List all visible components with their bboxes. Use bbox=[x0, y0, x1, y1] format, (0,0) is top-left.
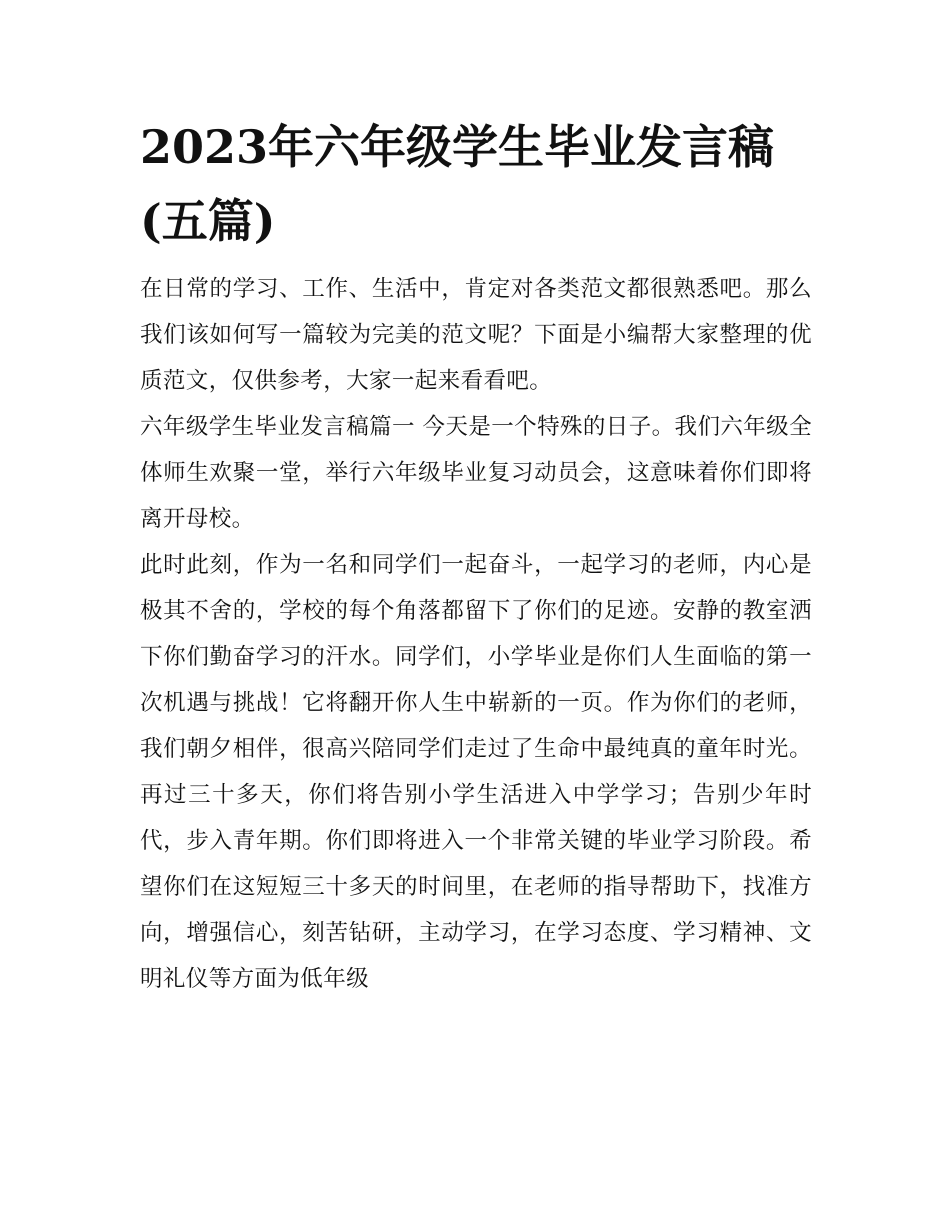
paragraph-speech-one-body: 此时此刻，作为一名和同学们一起奋斗，一起学习的老师，内心是极其不舍的，学校的每个角落都留下了你们的足迹。安静的教室洒下你们勤奋学习的汗水。同学们，小学毕业是你们人生面临的第一次机遇与挑战！它将翻开你人生中崭新的一页。作为你们的老师，我们朝夕相伴，很高兴陪同学们走过了生命中最纯真的童年时光。再过三十多天，你们将告别小学生活进入中学学习；告别少年时代，步入青年期。你们即将进入一个非常关键的毕业学习阶段。希望你们在这短短三十多天的时间里，在老师的指导帮助下，找准方向，增强信心，刻苦钻研，主动学习，在学习态度、学习精神、文明礼仪等方面为低年级 bbox=[140, 552, 812, 992]
document-page bbox=[140, 110, 812, 1002]
paragraph-speech-one-opening: 六年级学生毕业发言稿篇一 今天是一个特殊的日子。我们六年级全体师生欢聚一堂，举行六年级毕业复习动员会，这意味着你们即将离开母校。 bbox=[140, 414, 812, 532]
document-title: 2023年六年级学生毕业发言稿(五篇) bbox=[140, 120, 775, 248]
paragraph-intro: 在日常的学习、工作、生活中，肯定对各类范文都很熟悉吧。那么我们该如何写一篇较为完美的范文呢？下面是小编帮大家整理的优质范文，仅供参考，大家一起来看看吧。 bbox=[140, 276, 812, 394]
